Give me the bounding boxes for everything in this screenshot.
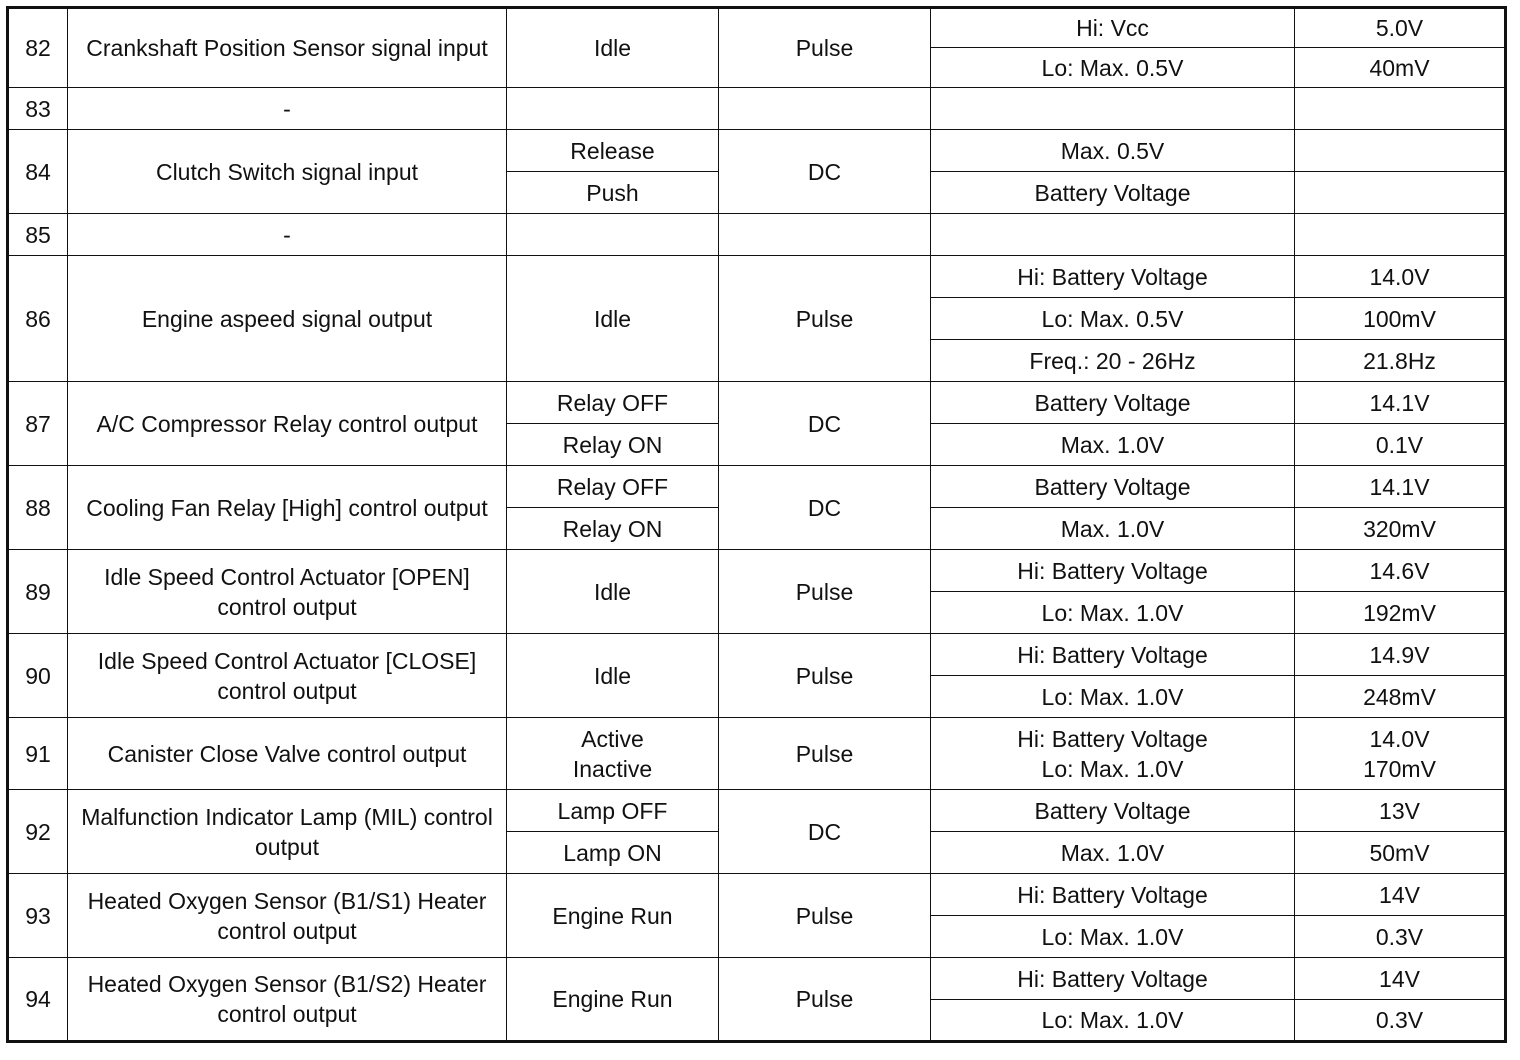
spec-cell: Hi: Battery Voltage [931, 958, 1295, 1000]
value-cell: 14V [1295, 958, 1506, 1000]
pin-number: 87 [8, 382, 68, 466]
condition-cell: Relay OFF [507, 382, 719, 424]
pin-description: Idle Speed Control Actuator [OPEN] control output [68, 550, 507, 634]
table-row [8, 130, 1506, 172]
pin-number: 94 [8, 958, 68, 1042]
condition-cell [507, 88, 719, 130]
value-cell: 0.3V [1295, 1000, 1506, 1042]
condition-line: Inactive [572, 755, 653, 782]
table-row [8, 8, 1506, 48]
value-cell: 14.1V [1295, 466, 1506, 508]
pin-description: Engine aspeed signal output [68, 256, 507, 382]
spec-cell: Battery Voltage [931, 172, 1295, 214]
pin-description: Heated Oxygen Sensor (B1/S2) Heater control output [68, 958, 507, 1042]
type-cell [719, 214, 931, 256]
condition-cell: Lamp ON [507, 832, 719, 874]
condition-cell: Idle [507, 550, 719, 634]
spec-cell [931, 88, 1295, 130]
type-cell: Pulse [719, 958, 931, 1042]
table-row [8, 874, 1506, 916]
spec-cell: Hi: Battery Voltage [931, 550, 1295, 592]
pin-number: 86 [8, 256, 68, 382]
spec-line: Lo: Max. 1.0V [1041, 755, 1184, 782]
pin-number: 93 [8, 874, 68, 958]
type-cell: Pulse [719, 550, 931, 634]
table-row [8, 718, 1506, 790]
spec-line: Hi: Battery Voltage [1017, 725, 1208, 752]
condition-line: Active [581, 725, 644, 752]
condition-cell: Engine Run [507, 874, 719, 958]
condition-cell: Release [507, 130, 719, 172]
value-cell: 40mV [1295, 48, 1506, 88]
value-cell [1295, 214, 1506, 256]
pin-description: Heated Oxygen Sensor (B1/S1) Heater control output [68, 874, 507, 958]
value-cell: 192mV [1295, 592, 1506, 634]
table-row [8, 790, 1506, 832]
spec-cell: Lo: Max. 1.0V [931, 1000, 1295, 1042]
table-row [8, 214, 1506, 256]
table-row [8, 466, 1506, 508]
type-cell: Pulse [719, 718, 931, 790]
value-cell: 5.0V [1295, 8, 1506, 48]
value-cell: 14.9V [1295, 634, 1506, 676]
type-cell: DC [719, 382, 931, 466]
type-cell: Pulse [719, 8, 931, 88]
condition-cell: Relay ON [507, 508, 719, 550]
spec-cell: Max. 1.0V [931, 508, 1295, 550]
pin-number: 84 [8, 130, 68, 214]
pin-description: Cooling Fan Relay [High] control output [68, 466, 507, 550]
condition-cell [507, 718, 719, 790]
spec-cell: Lo: Max. 0.5V [931, 298, 1295, 340]
pin-number: 88 [8, 466, 68, 550]
condition-cell: Idle [507, 8, 719, 88]
spec-cell: Hi: Battery Voltage [931, 256, 1295, 298]
table-row [8, 256, 1506, 298]
condition-cell: Relay ON [507, 424, 719, 466]
spec-cell: Lo: Max. 0.5V [931, 48, 1295, 88]
spec-cell: Battery Voltage [931, 382, 1295, 424]
value-cell: 14.6V [1295, 550, 1506, 592]
pin-description: - [68, 88, 507, 130]
spec-cell: Hi: Battery Voltage [931, 874, 1295, 916]
value-cell [1295, 172, 1506, 214]
condition-cell [507, 214, 719, 256]
spec-cell: Hi: Vcc [931, 8, 1295, 48]
value-cell [1295, 718, 1506, 790]
condition-cell: Push [507, 172, 719, 214]
pin-description: Crankshaft Position Sensor signal input [68, 8, 507, 88]
table-row [8, 550, 1506, 592]
type-cell: Pulse [719, 874, 931, 958]
value-cell: 100mV [1295, 298, 1506, 340]
value-cell: 14.0V [1295, 256, 1506, 298]
pin-number: 90 [8, 634, 68, 718]
value-cell: 21.8Hz [1295, 340, 1506, 382]
value-cell: 0.1V [1295, 424, 1506, 466]
spec-cell: Max. 1.0V [931, 424, 1295, 466]
spec-cell: Max. 1.0V [931, 832, 1295, 874]
pin-description: - [68, 214, 507, 256]
value-cell: 0.3V [1295, 916, 1506, 958]
pin-number: 89 [8, 550, 68, 634]
spec-cell: Lo: Max. 1.0V [931, 592, 1295, 634]
type-cell [719, 88, 931, 130]
condition-cell: Relay OFF [507, 466, 719, 508]
table-row [8, 634, 1506, 676]
condition-cell: Idle [507, 634, 719, 718]
spec-cell: Battery Voltage [931, 790, 1295, 832]
pin-description: Idle Speed Control Actuator [CLOSE] control output [68, 634, 507, 718]
value-line: 14.0V [1369, 725, 1430, 752]
spec-cell: Hi: Battery Voltage [931, 634, 1295, 676]
value-line: 170mV [1363, 755, 1436, 782]
type-cell: DC [719, 130, 931, 214]
spec-cell [931, 214, 1295, 256]
value-cell: 14.1V [1295, 382, 1506, 424]
condition-cell: Engine Run [507, 958, 719, 1042]
spec-cell: Battery Voltage [931, 466, 1295, 508]
pin-description: Clutch Switch signal input [68, 130, 507, 214]
type-cell: DC [719, 466, 931, 550]
pin-number: 92 [8, 790, 68, 874]
type-cell: DC [719, 790, 931, 874]
spec-cell: Lo: Max. 1.0V [931, 916, 1295, 958]
condition-cell: Lamp OFF [507, 790, 719, 832]
value-cell: 14V [1295, 874, 1506, 916]
spec-cell: Freq.: 20 - 26Hz [931, 340, 1295, 382]
value-cell: 320mV [1295, 508, 1506, 550]
pin-number: 91 [8, 718, 68, 790]
value-cell: 248mV [1295, 676, 1506, 718]
pin-number: 83 [8, 88, 68, 130]
spec-cell [931, 718, 1295, 790]
value-cell: 50mV [1295, 832, 1506, 874]
table-row [8, 88, 1506, 130]
pin-number: 82 [8, 8, 68, 88]
value-cell: 13V [1295, 790, 1506, 832]
pin-number: 85 [8, 214, 68, 256]
type-cell: Pulse [719, 634, 931, 718]
pin-description: Canister Close Valve control output [68, 718, 507, 790]
pin-spec-table [6, 6, 1507, 1043]
value-cell [1295, 88, 1506, 130]
spec-cell: Max. 0.5V [931, 130, 1295, 172]
condition-cell: Idle [507, 256, 719, 382]
spec-cell: Lo: Max. 1.0V [931, 676, 1295, 718]
pin-description: A/C Compressor Relay control output [68, 382, 507, 466]
table-row [8, 382, 1506, 424]
value-cell [1295, 130, 1506, 172]
type-cell: Pulse [719, 256, 931, 382]
pin-description: Malfunction Indicator Lamp (MIL) control output [68, 790, 507, 874]
spec-table-container [6, 6, 1507, 1043]
table-row [8, 958, 1506, 1000]
